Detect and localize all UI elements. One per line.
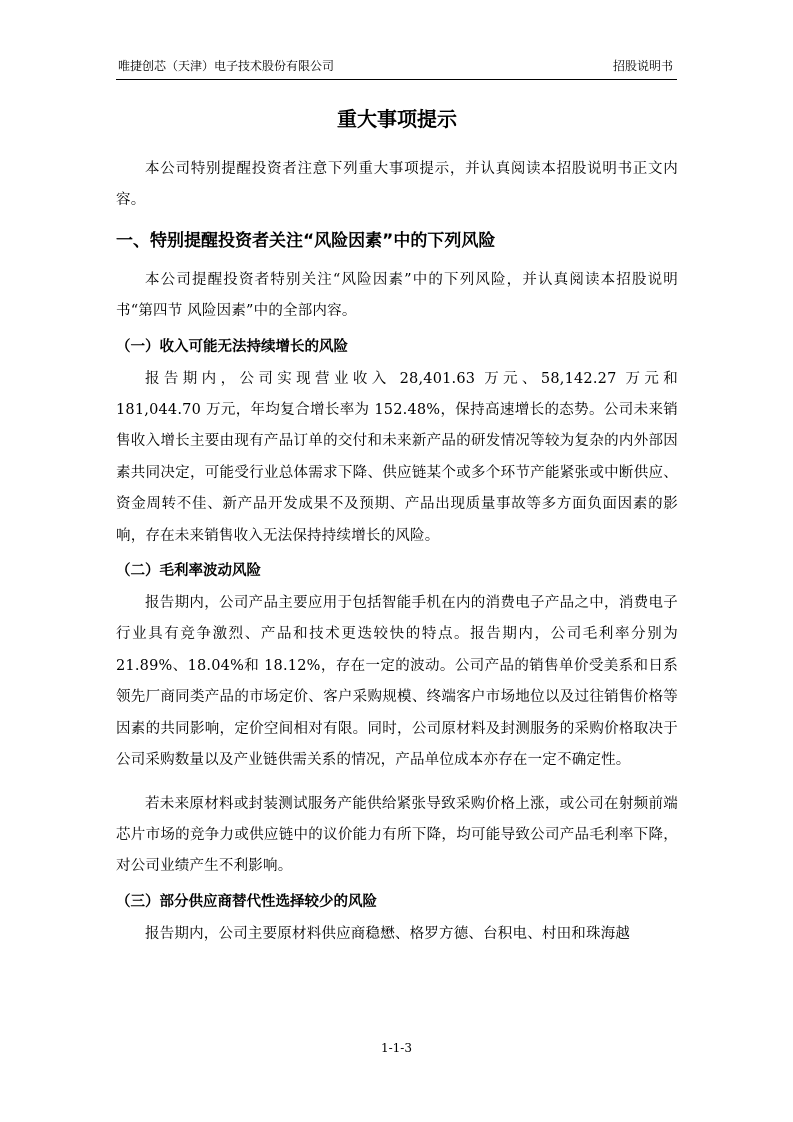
subsection-1-paragraph: 报告期内，公司实现营业收入 28,401.63 万元、58,142.27 万元和 181,044.70 万元，年均复合增长率为 152.48%，保持高速增长的态势。公司未来销售收入增长主要由现有产品订单的交付和未来新产品的研发情况等较为复杂的内外部因素共同决定，可能受行业总体需求下降、供应链某个或多个环节产能紧张或中断供应、资金周转不佳、新产品开发成果不及预期、产品出现质量事故等多方面负面因素的影响，存在未来销售收入无法保持持续增长的风险。 — [116, 370, 678, 544]
subsection-2-paragraph-2: 若未来原材料或封装测试服务产能供给紧张导致采购价格上涨，或公司在射频前端芯片市场的竞争力或供应链中的议价能力有所下降，均可能导致公司产品毛利率下降，对公司业绩产生不利影响。 — [116, 795, 678, 875]
intro-paragraph: 本公司特别提醒投资者注意下列重大事项提示，并认真阅读本招股说明书正文内容。 — [116, 161, 678, 209]
section-1-heading: 一、特别提醒投资者关注“风险因素”中的下列风险 — [116, 230, 496, 251]
document-body — [116, 100, 678, 950]
header-company-name: 唯捷创芯（天津）电子技术股份有限公司 — [118, 59, 335, 73]
page-header — [116, 55, 677, 80]
page-number: 1-1-3 — [380, 1041, 412, 1055]
subsection-3-paragraph: 报告期内，公司主要原材料供应商稳懋、格罗方德、台积电、村田和珠海越 — [145, 925, 631, 942]
section-1-intro-paragraph: 本公司提醒投资者特别关注“风险因素”中的下列风险，并认真阅读本招股说明书“第四节 风险因素”中的全部内容。 — [116, 271, 678, 320]
page-title: 重大事项提示 — [337, 107, 457, 131]
subsection-3-heading: （三）部分供应商替代性选择较少的风险 — [116, 893, 377, 910]
subsection-1-heading: （一）收入可能无法持续增长的风险 — [116, 338, 348, 355]
subsection-2-heading: （二）毛利率波动风险 — [116, 563, 261, 580]
subsection-2-paragraph-1: 报告期内，公司产品主要应用于包括智能手机在内的消费电子产品之中，消费电子行业具有竞争激烈、产品和技术更迭较快的特点。报告期内，公司毛利率分别为 21.89%、18.04%和 18.12%，存在一定的波动。公司产品的销售单价受美系和日系领先厂商同类产品的市场定价、客户采购规模、终端客户市场地位以及过往销售价格等因素的共同影响，定价空间相对有限。同时，公司原材料及封测服务的采购价格取决于公司采购数量以及产业链供需关系的情况，产品单位成本亦存在一定不确定性。 — [116, 595, 678, 769]
header-document-type: 招股说明书 — [612, 59, 673, 73]
